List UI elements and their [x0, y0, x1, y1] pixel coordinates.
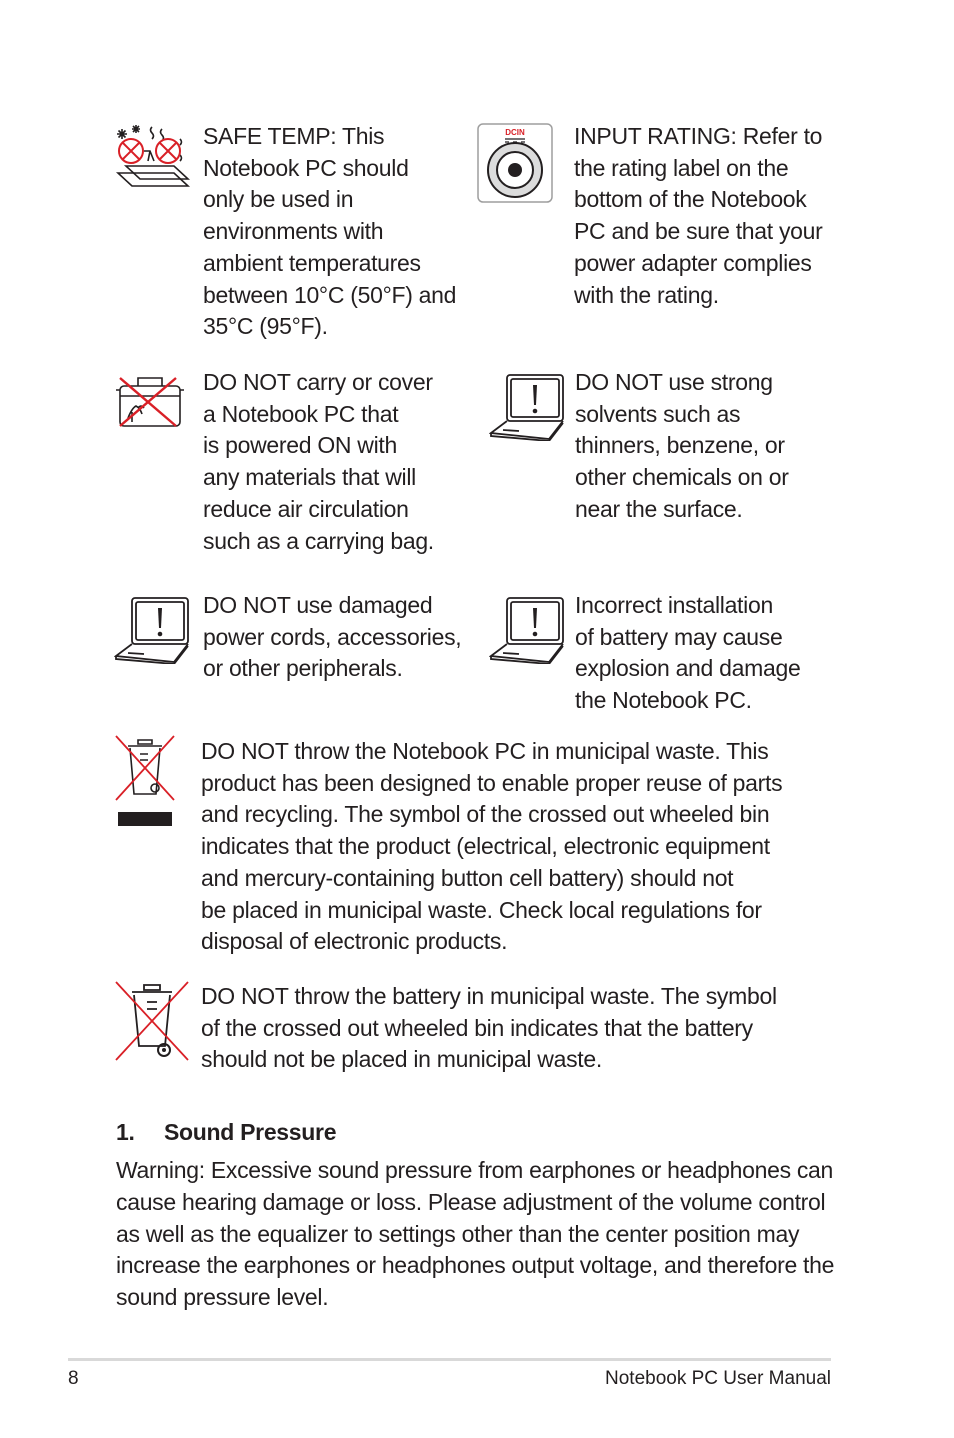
crossed-bin-icon	[114, 734, 176, 828]
input-rating-notice: INPUT RATING: Refer to the rating label on the bottom of the Notebook PC and be sure that your power adapter complies with the rating.	[574, 123, 823, 308]
manual-title: Notebook PC User Manual	[605, 1368, 831, 1389]
safe-temp-notice: SAFE TEMP: This Notebook PC should only be used in environments with ambient temperatures between 10°C (50°F) and 35°C (95°F).	[203, 123, 457, 340]
warning-laptop-icon	[489, 373, 565, 441]
battery-waste-notice: DO NOT throw the battery in municipal waste. The symbol of the crossed out wheeled bin indicates that the battery should not be placed in municipal waste.	[201, 983, 777, 1073]
warning-laptop-icon	[114, 596, 190, 664]
carry-cover-notice: DO NOT carry or cover a Notebook PC that is powered ON with any materials that will reduce air circulation such as a carrying bag.	[203, 369, 434, 554]
no-carry-bag-icon	[114, 372, 186, 430]
section-number: 1.	[116, 1119, 135, 1145]
section-title: Sound Pressure	[164, 1119, 337, 1145]
municipal-waste-notice: DO NOT throw the Notebook PC in municipal waste. This product has been designed to enable proper reuse of parts and recycling. The symbol of the crossed out wheeled bin indicates that the product (electrical, electronic equipment and mercury-containing button cell battery) should not be placed in municipal waste. Check local regulations for disposal of electronic products.	[201, 738, 783, 955]
solvents-notice: DO NOT use strong solvents such as thinners, benzene, or other chemicals on or near the surface.	[575, 369, 789, 522]
crossed-bin-icon	[112, 980, 192, 1062]
footer-divider	[68, 1358, 831, 1361]
page-number: 8	[68, 1368, 79, 1389]
damaged-cords-notice: DO NOT use damaged power cords, accessories, or other peripherals.	[203, 592, 462, 682]
battery-install-notice: Incorrect installation of battery may cause explosion and damage the Notebook PC.	[575, 592, 801, 714]
dc-input-icon	[477, 123, 553, 203]
dcin-label: DCIN	[505, 128, 525, 137]
sound-pressure-warning: Warning: Excessive sound pressure from earphones or headphones can cause hearing damage or loss. Please adjustment of the volume control as well as the equalizer to settings other than the center position may increase the earphones or headphones output voltage, and therefore the sound pressure level.	[116, 1157, 835, 1311]
section-heading	[116, 1119, 336, 1146]
warning-laptop-icon	[489, 596, 565, 664]
safe-temp-icon	[114, 121, 192, 191]
